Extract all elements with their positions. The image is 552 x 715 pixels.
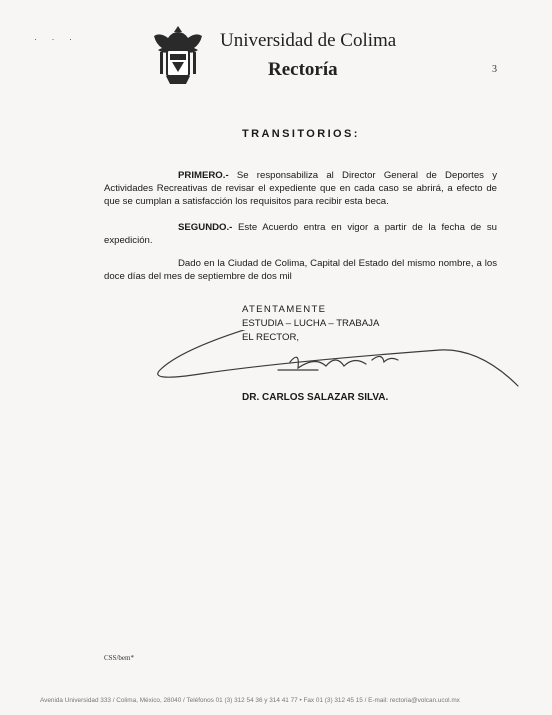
article-segundo [104, 221, 497, 247]
page-number: 3 [492, 64, 497, 75]
date-place-paragraph [104, 257, 497, 283]
section-heading: TRANSITORIOS: [242, 128, 360, 140]
closing-salutation: ATENTAMENTE [242, 304, 327, 315]
office-title: Rectoría [268, 59, 338, 80]
university-name: Universidad de Colima [220, 30, 397, 51]
closing-motto: ESTUDIA – LUCHA – TRABAJA [242, 318, 380, 329]
article-lead: PRIMERO.- [178, 170, 229, 181]
typist-initials: CSS/bem* [104, 654, 134, 662]
article-primero [104, 169, 497, 208]
article-text: Se responsabiliza al Director General de Deportes y Actividades Recreativas de revisar el expediente que en cada caso se abrirá, a efecto de que se cumplan a satisfacción los requisitos para recibir esta beca. [104, 170, 497, 207]
article-lead: SEGUNDO.- [178, 222, 233, 233]
signer-name: DR. CARLOS SALAZAR SILVA. [242, 392, 389, 403]
article-text: Este Acuerdo entra en vigor a partir de la fecha de su expedición. [104, 222, 497, 246]
scan-specks: · · · [34, 34, 78, 44]
handwritten-signature [140, 330, 520, 400]
date-place-text: Dado en la Ciudad de Colima, Capital del Estado del mismo nombre, a los doce días del mes de septiembre de dos mil [104, 258, 497, 282]
footer-address: Avenida Universidad 333 / Colima, México, 28040 / Teléfonos 01 (3) 312 54 36 y 314 41 77 • Fax 01 (3) 312 45 15 / E-mail: rectoria@volcan.ucol.mx [40, 697, 460, 704]
closing-role: EL RECTOR, [242, 332, 300, 343]
university-crest-icon [152, 24, 204, 86]
